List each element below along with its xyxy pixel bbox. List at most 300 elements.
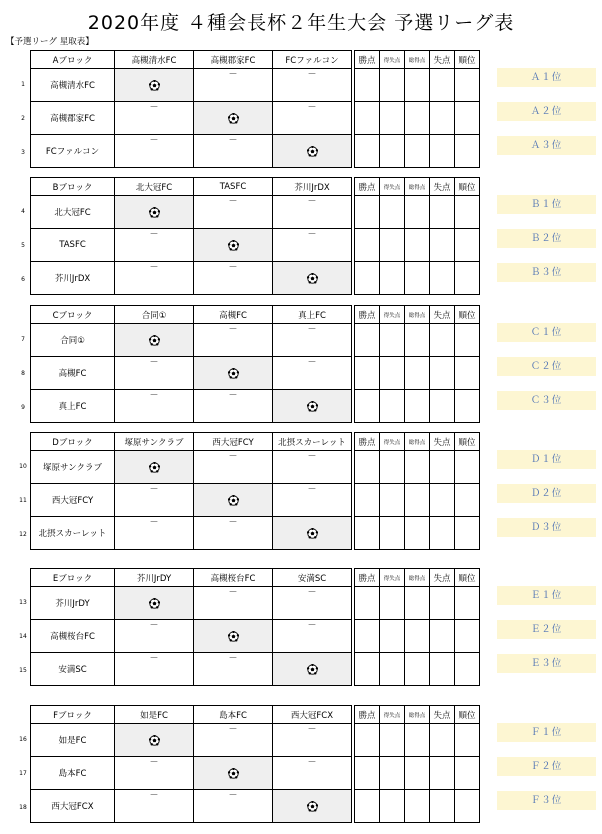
match-result-cell xyxy=(115,229,194,262)
stat-header: 得失点 xyxy=(380,706,405,724)
soccer-ball-icon xyxy=(149,80,160,91)
stat-cell xyxy=(405,135,430,168)
opponent-header: 北摂スカーレット xyxy=(273,433,352,451)
stat-header: 順位 xyxy=(455,433,480,451)
stat-header: 総得点 xyxy=(405,569,430,587)
rank-slot: Ｆ２位 xyxy=(497,757,596,776)
match-result-cell xyxy=(194,135,273,168)
stat-cell xyxy=(355,587,380,620)
stat-cell xyxy=(455,790,480,823)
table-row xyxy=(31,451,480,484)
stat-cell xyxy=(455,262,480,295)
soccer-ball-icon xyxy=(307,273,318,284)
stat-header: 勝点 xyxy=(355,569,380,587)
stat-cell xyxy=(455,620,480,653)
stat-cell xyxy=(355,102,380,135)
empty-result-mark: － xyxy=(307,725,317,735)
stat-cell xyxy=(405,517,430,550)
block-label: Bブロック xyxy=(31,178,115,196)
table-row xyxy=(31,69,480,102)
self-match-cell xyxy=(194,620,273,653)
row-number: 4 xyxy=(21,208,25,215)
empty-result-mark: － xyxy=(228,452,238,462)
soccer-ball-icon xyxy=(307,401,318,412)
opponent-header: 西大冠FCX xyxy=(273,706,352,724)
stat-cell xyxy=(355,196,380,229)
match-result-cell xyxy=(194,790,273,823)
row-number: 14 xyxy=(19,633,27,640)
table-row xyxy=(31,587,480,620)
stat-header: 総得点 xyxy=(405,706,430,724)
soccer-ball-icon xyxy=(307,528,318,539)
stat-cell xyxy=(405,196,430,229)
rank-slot: Ｆ３位 xyxy=(497,791,596,810)
stat-header: 得失点 xyxy=(380,51,405,69)
team-name: 高槻郡家FC xyxy=(31,102,115,135)
stat-cell xyxy=(355,724,380,757)
table-row xyxy=(31,135,480,168)
soccer-ball-icon xyxy=(228,495,239,506)
rank-slot: Ａ３位 xyxy=(497,136,596,155)
stat-header: 勝点 xyxy=(355,433,380,451)
match-result-cell xyxy=(273,196,352,229)
opponent-header: 北大冠FC xyxy=(115,178,194,196)
stat-cell xyxy=(380,229,405,262)
table-header-row xyxy=(31,178,480,196)
team-name: 安満SC xyxy=(31,653,115,686)
stat-cell xyxy=(430,135,455,168)
stat-cell xyxy=(380,102,405,135)
stat-cell xyxy=(355,484,380,517)
empty-result-mark: － xyxy=(307,103,317,113)
opponent-header: 高槻桜台FC xyxy=(194,569,273,587)
rank-slot: Ｂ２位 xyxy=(497,229,596,248)
self-match-cell xyxy=(115,451,194,484)
stat-header: 勝点 xyxy=(355,706,380,724)
soccer-ball-icon xyxy=(149,598,160,609)
match-result-cell xyxy=(273,324,352,357)
row-number: 18 xyxy=(19,804,27,811)
match-result-cell xyxy=(115,620,194,653)
stat-header: 勝点 xyxy=(355,306,380,324)
stat-cell xyxy=(355,357,380,390)
table-row xyxy=(31,757,480,790)
stat-header: 順位 xyxy=(455,569,480,587)
row-number: 3 xyxy=(21,149,25,156)
league-block-d xyxy=(30,432,480,550)
stat-cell xyxy=(355,262,380,295)
league-block-a xyxy=(30,50,480,168)
stat-cell xyxy=(380,451,405,484)
match-result-cell xyxy=(273,69,352,102)
opponent-header: TASFC xyxy=(194,178,273,196)
standings-table xyxy=(30,705,480,823)
row-number: 15 xyxy=(19,667,27,674)
self-match-cell xyxy=(115,69,194,102)
stat-cell xyxy=(455,357,480,390)
match-result-cell xyxy=(194,324,273,357)
team-name: 西大冠FCX xyxy=(31,790,115,823)
empty-result-mark: － xyxy=(228,136,238,146)
stat-cell xyxy=(380,790,405,823)
match-result-cell xyxy=(273,757,352,790)
match-result-cell xyxy=(115,517,194,550)
row-number: 6 xyxy=(21,276,25,283)
stat-cell xyxy=(455,229,480,262)
self-match-cell xyxy=(115,724,194,757)
stat-cell xyxy=(405,587,430,620)
soccer-ball-icon xyxy=(228,768,239,779)
self-match-cell xyxy=(115,587,194,620)
team-name: 真上FC xyxy=(31,390,115,423)
rank-slot: Ａ２位 xyxy=(497,102,596,121)
stat-cell xyxy=(355,790,380,823)
stat-cell xyxy=(430,484,455,517)
empty-result-mark: － xyxy=(228,654,238,664)
rank-slot: Ｂ１位 xyxy=(497,195,596,214)
stat-cell xyxy=(430,653,455,686)
stat-header: 失点 xyxy=(430,433,455,451)
match-result-cell xyxy=(115,357,194,390)
stat-cell xyxy=(380,517,405,550)
stat-header: 順位 xyxy=(455,51,480,69)
empty-result-mark: － xyxy=(149,391,159,401)
stat-cell xyxy=(405,357,430,390)
stat-cell xyxy=(430,790,455,823)
empty-result-mark: － xyxy=(228,391,238,401)
self-match-cell xyxy=(194,357,273,390)
self-match-cell xyxy=(194,229,273,262)
stat-cell xyxy=(455,724,480,757)
stat-cell xyxy=(355,451,380,484)
rank-slot: Ｅ１位 xyxy=(497,586,596,605)
stat-header: 順位 xyxy=(455,706,480,724)
stat-header: 失点 xyxy=(430,306,455,324)
team-name: 西大冠FCY xyxy=(31,484,115,517)
row-number: 10 xyxy=(19,463,27,470)
stat-header: 順位 xyxy=(455,178,480,196)
stat-cell xyxy=(455,653,480,686)
stat-cell xyxy=(455,517,480,550)
stat-cell xyxy=(455,196,480,229)
stat-cell xyxy=(380,357,405,390)
stat-cell xyxy=(405,324,430,357)
stat-cell xyxy=(430,724,455,757)
stat-cell xyxy=(380,587,405,620)
stat-header: 総得点 xyxy=(405,433,430,451)
match-result-cell xyxy=(273,357,352,390)
empty-result-mark: － xyxy=(307,197,317,207)
stat-cell xyxy=(380,620,405,653)
stat-cell xyxy=(380,484,405,517)
self-match-cell xyxy=(273,390,352,423)
stat-cell xyxy=(455,135,480,168)
empty-result-mark: － xyxy=(228,725,238,735)
table-header-row xyxy=(31,433,480,451)
team-name: 塚原サンクラブ xyxy=(31,451,115,484)
empty-result-mark: － xyxy=(307,758,317,768)
stat-cell xyxy=(405,102,430,135)
table-header-row xyxy=(31,51,480,69)
empty-result-mark: － xyxy=(149,758,159,768)
empty-result-mark: － xyxy=(307,358,317,368)
empty-result-mark: － xyxy=(228,791,238,801)
stat-cell xyxy=(455,324,480,357)
stat-cell xyxy=(380,757,405,790)
stat-header: 得失点 xyxy=(380,569,405,587)
empty-result-mark: － xyxy=(149,621,159,631)
stat-cell xyxy=(355,620,380,653)
opponent-header: 芥川JrDY xyxy=(115,569,194,587)
soccer-ball-icon xyxy=(307,664,318,675)
self-match-cell xyxy=(194,102,273,135)
rank-slot: Ａ１位 xyxy=(497,68,596,87)
table-row xyxy=(31,102,480,135)
block-label: Cブロック xyxy=(31,306,115,324)
row-number: 17 xyxy=(19,770,27,777)
stat-cell xyxy=(380,196,405,229)
rank-slot: Ｅ３位 xyxy=(497,654,596,673)
team-name: 芥川JrDY xyxy=(31,587,115,620)
standings-table xyxy=(30,305,480,423)
team-name: FCファルコン xyxy=(31,135,115,168)
match-result-cell xyxy=(194,390,273,423)
stat-header: 総得点 xyxy=(405,306,430,324)
stat-cell xyxy=(430,390,455,423)
stat-cell xyxy=(380,653,405,686)
stat-cell xyxy=(430,587,455,620)
stat-header: 総得点 xyxy=(405,178,430,196)
row-number: 1 xyxy=(21,81,25,88)
match-result-cell xyxy=(273,724,352,757)
row-number: 13 xyxy=(19,599,27,606)
stat-cell xyxy=(430,517,455,550)
stat-header: 勝点 xyxy=(355,178,380,196)
stat-cell xyxy=(430,620,455,653)
stat-header: 失点 xyxy=(430,178,455,196)
stat-header: 得失点 xyxy=(380,433,405,451)
stat-cell xyxy=(430,262,455,295)
stat-cell xyxy=(455,390,480,423)
self-match-cell xyxy=(273,653,352,686)
rank-slot: Ｅ２位 xyxy=(497,620,596,639)
standings-table xyxy=(30,432,480,550)
opponent-header: 塚原サンクラブ xyxy=(115,433,194,451)
empty-result-mark: － xyxy=(307,621,317,631)
match-result-cell xyxy=(273,102,352,135)
match-result-cell xyxy=(115,653,194,686)
team-name: 高槻FC xyxy=(31,357,115,390)
team-name: 如是FC xyxy=(31,724,115,757)
row-number: 2 xyxy=(21,115,25,122)
empty-result-mark: － xyxy=(228,588,238,598)
soccer-ball-icon xyxy=(307,146,318,157)
soccer-ball-icon xyxy=(228,631,239,642)
stat-cell xyxy=(405,620,430,653)
self-match-cell xyxy=(115,324,194,357)
team-name: 高槻桜台FC xyxy=(31,620,115,653)
match-result-cell xyxy=(273,620,352,653)
row-number: 5 xyxy=(21,242,25,249)
stat-cell xyxy=(430,451,455,484)
opponent-header: 合同① xyxy=(115,306,194,324)
rank-slot: Ｃ１位 xyxy=(497,323,596,342)
match-result-cell xyxy=(273,484,352,517)
stat-cell xyxy=(355,390,380,423)
standings-table xyxy=(30,50,480,168)
stat-cell xyxy=(455,484,480,517)
team-name: 合同① xyxy=(31,324,115,357)
table-header-row xyxy=(31,706,480,724)
match-result-cell xyxy=(194,451,273,484)
team-name: 芥川JrDX xyxy=(31,262,115,295)
match-result-cell xyxy=(194,724,273,757)
empty-result-mark: － xyxy=(228,70,238,80)
soccer-ball-icon xyxy=(149,207,160,218)
stat-cell xyxy=(405,757,430,790)
match-result-cell xyxy=(194,517,273,550)
empty-result-mark: － xyxy=(149,358,159,368)
standings-table xyxy=(30,177,480,295)
stat-cell xyxy=(430,357,455,390)
stat-cell xyxy=(405,229,430,262)
rank-slot: Ｃ３位 xyxy=(497,391,596,410)
opponent-header: 真上FC xyxy=(273,306,352,324)
table-row xyxy=(31,324,480,357)
table-row xyxy=(31,262,480,295)
rank-slot: Ｄ３位 xyxy=(497,518,596,537)
empty-result-mark: － xyxy=(228,325,238,335)
table-row xyxy=(31,196,480,229)
team-name: 島本FC xyxy=(31,757,115,790)
stat-cell xyxy=(430,229,455,262)
stat-cell xyxy=(355,324,380,357)
stat-cell xyxy=(355,229,380,262)
match-result-cell xyxy=(115,757,194,790)
block-label: Fブロック xyxy=(31,706,115,724)
table-row xyxy=(31,390,480,423)
opponent-header: 如是FC xyxy=(115,706,194,724)
stat-cell xyxy=(430,757,455,790)
stat-cell xyxy=(380,69,405,102)
stat-cell xyxy=(430,69,455,102)
rank-slot: Ｄ２位 xyxy=(497,484,596,503)
table-row xyxy=(31,229,480,262)
soccer-ball-icon xyxy=(228,113,239,124)
match-result-cell xyxy=(115,262,194,295)
stat-cell xyxy=(380,262,405,295)
table-row xyxy=(31,484,480,517)
stat-header: 得失点 xyxy=(380,178,405,196)
section-subtitle: 【予選リーグ 星取表】 xyxy=(6,37,94,47)
empty-result-mark: － xyxy=(149,791,159,801)
block-label: Dブロック xyxy=(31,433,115,451)
rank-slot: Ｆ１位 xyxy=(497,723,596,742)
team-name: TASFC xyxy=(31,229,115,262)
stat-cell xyxy=(455,451,480,484)
match-result-cell xyxy=(194,587,273,620)
league-block-b xyxy=(30,177,480,295)
stat-cell xyxy=(405,69,430,102)
empty-result-mark: － xyxy=(307,325,317,335)
stat-header: 勝点 xyxy=(355,51,380,69)
match-result-cell xyxy=(194,262,273,295)
self-match-cell xyxy=(194,484,273,517)
self-match-cell xyxy=(273,517,352,550)
stat-cell xyxy=(405,790,430,823)
stat-header: 総得点 xyxy=(405,51,430,69)
stat-cell xyxy=(355,757,380,790)
empty-result-mark: － xyxy=(307,588,317,598)
table-row xyxy=(31,653,480,686)
stat-cell xyxy=(455,102,480,135)
self-match-cell xyxy=(273,135,352,168)
soccer-ball-icon xyxy=(228,368,239,379)
stat-header: 得失点 xyxy=(380,306,405,324)
row-number: 7 xyxy=(21,336,25,343)
table-row xyxy=(31,790,480,823)
soccer-ball-icon xyxy=(149,735,160,746)
rank-slot: Ｂ３位 xyxy=(497,263,596,282)
match-result-cell xyxy=(273,451,352,484)
empty-result-mark: － xyxy=(228,197,238,207)
empty-result-mark: － xyxy=(149,654,159,664)
table-row xyxy=(31,517,480,550)
opponent-header: 高槻清水FC xyxy=(115,51,194,69)
match-result-cell xyxy=(194,653,273,686)
soccer-ball-icon xyxy=(307,801,318,812)
stat-header: 失点 xyxy=(430,51,455,69)
match-result-cell xyxy=(115,790,194,823)
stat-cell xyxy=(355,653,380,686)
empty-result-mark: － xyxy=(149,518,159,528)
league-block-c xyxy=(30,305,480,423)
match-result-cell xyxy=(115,135,194,168)
table-row xyxy=(31,724,480,757)
page-title: 2020年度 ４種会長杯２年生大会 予選リーグ表 xyxy=(87,12,515,34)
empty-result-mark: － xyxy=(307,230,317,240)
row-number: 16 xyxy=(19,736,27,743)
opponent-header: 西大冠FCY xyxy=(194,433,273,451)
stat-cell xyxy=(455,757,480,790)
stat-cell xyxy=(355,69,380,102)
team-name: 北摂スカーレット xyxy=(31,517,115,550)
table-row xyxy=(31,357,480,390)
stat-cell xyxy=(405,451,430,484)
stat-cell xyxy=(380,724,405,757)
rank-slot: Ｃ２位 xyxy=(497,357,596,376)
match-result-cell xyxy=(115,390,194,423)
stat-cell xyxy=(455,587,480,620)
empty-result-mark: － xyxy=(228,518,238,528)
soccer-ball-icon xyxy=(228,240,239,251)
stat-cell xyxy=(405,724,430,757)
match-result-cell xyxy=(194,69,273,102)
opponent-header: 高槻郡家FC xyxy=(194,51,273,69)
opponent-header: 芥川JrDX xyxy=(273,178,352,196)
rank-slot: Ｄ１位 xyxy=(497,450,596,469)
row-number: 9 xyxy=(21,404,25,411)
league-block-e xyxy=(30,568,480,686)
block-label: Eブロック xyxy=(31,569,115,587)
match-result-cell xyxy=(273,229,352,262)
opponent-header: 高槻FC xyxy=(194,306,273,324)
table-header-row xyxy=(31,306,480,324)
empty-result-mark: － xyxy=(149,485,159,495)
opponent-header: 安満SC xyxy=(273,569,352,587)
row-number: 11 xyxy=(19,497,27,504)
row-number: 12 xyxy=(19,531,27,538)
